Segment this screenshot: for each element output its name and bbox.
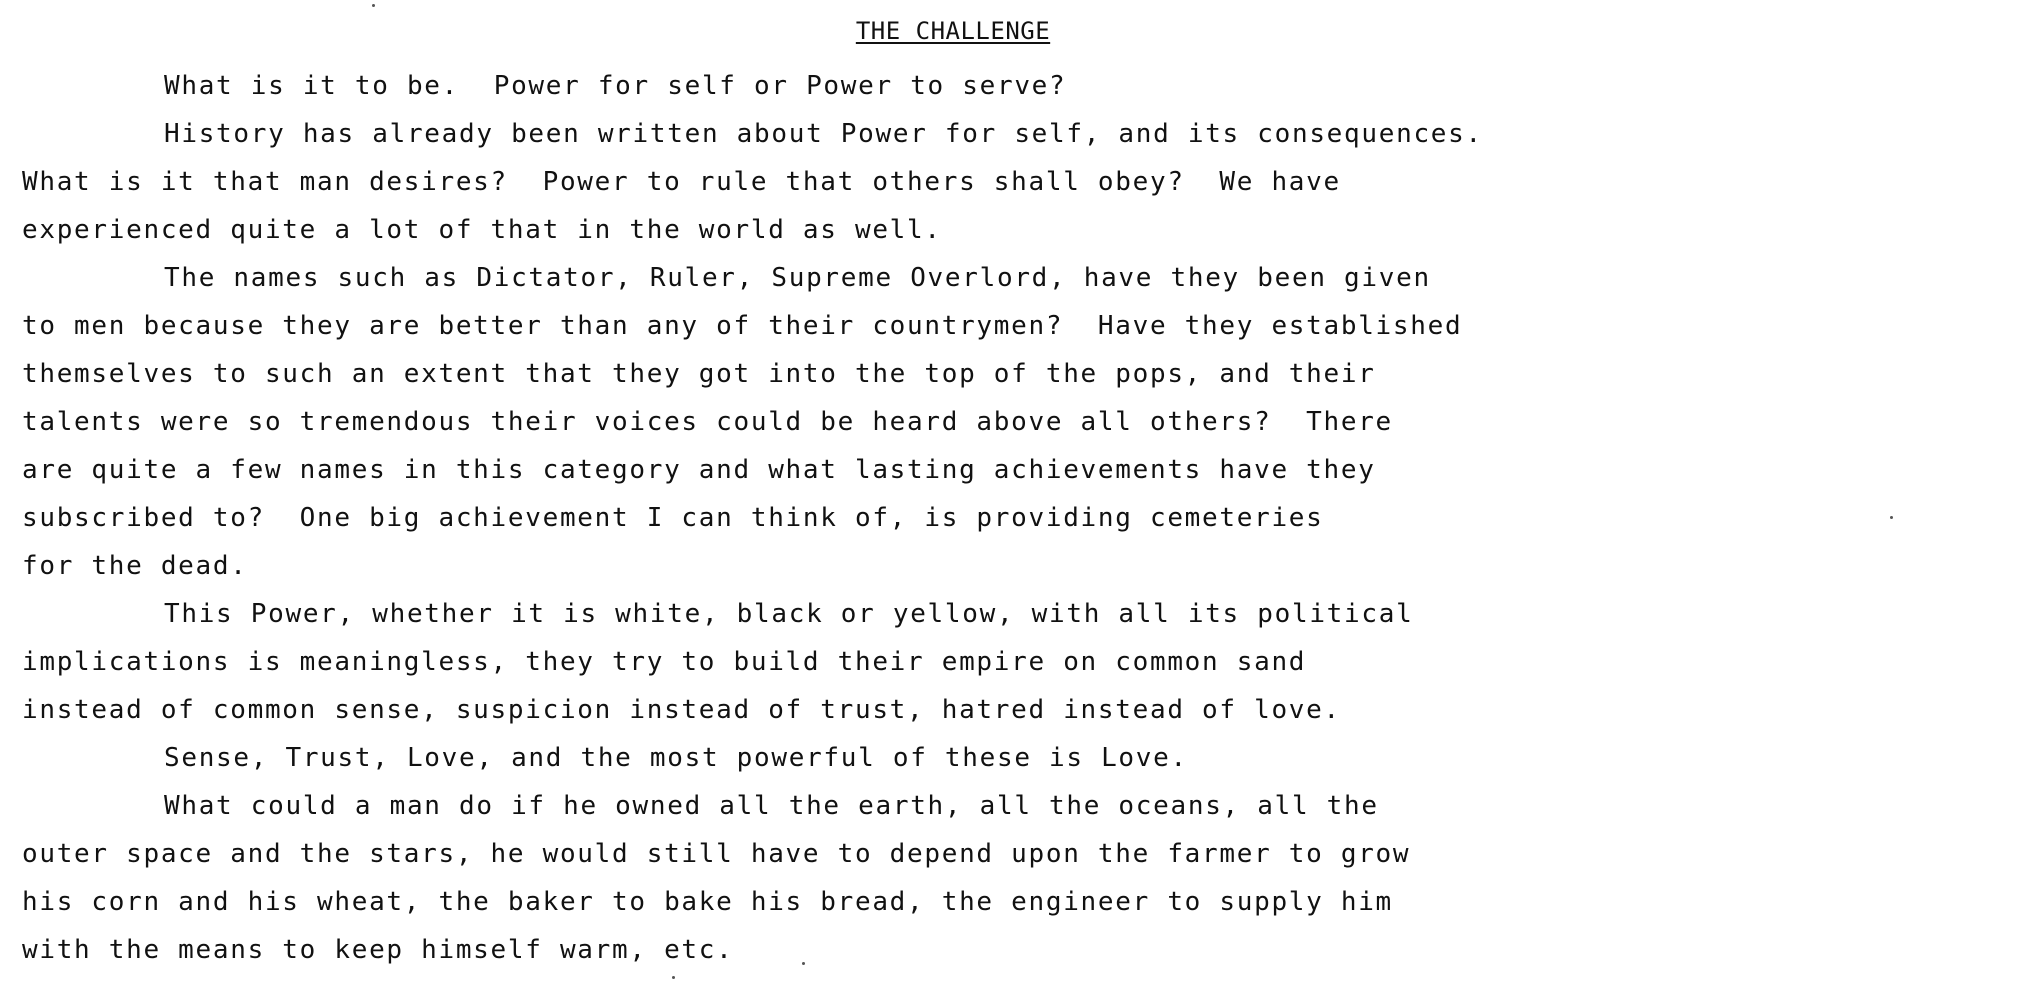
text-line: to men because they are better than any of their countrymen? Have they established [22,311,1463,341]
text-line: talents were so tremendous their voices could be heard above all others? There [22,407,1393,437]
paper-speck [672,976,675,979]
text-line: Sense, Trust, Love, and the most powerful of these is Love. [164,743,1188,773]
text-line: are quite a few names in this category and what lasting achievements have they [22,455,1376,485]
text-line: What is it that man desires? Power to rule that others shall obey? We have [22,167,1341,197]
text-line: outer space and the stars, he would still have to depend upon the farmer to grow [22,839,1411,869]
paper-speck [1890,516,1893,519]
text-line: with the means to keep himself warm, etc. [22,935,734,965]
text-line: his corn and his wheat, the baker to bake his bread, the engineer to supply him [22,887,1393,917]
text-line: for the dead. [22,551,248,581]
text-line: themselves to such an extent that they got into the top of the pops, and their [22,359,1376,389]
text-line: subscribed to? One big achievement I can think of, is providing cemeteries [22,503,1324,533]
paper-speck [372,4,375,7]
text-line: What is it to be. Power for self or Power to serve? [164,71,1067,101]
text-line: The names such as Dictator, Ruler, Supreme Overlord, have they been given [164,263,1431,293]
text-line: What could a man do if he owned all the earth, all the oceans, all the [164,791,1379,821]
page-title: THE CHALLENGE [855,17,1051,45]
text-line: instead of common sense, suspicion instead of trust, hatred instead of love. [22,695,1341,725]
document-body [22,62,2012,974]
text-line: History has already been written about Power for self, and its consequences. [164,119,1483,149]
text-line: experienced quite a lot of that in the world as well. [22,215,942,245]
text-line: implications is meaningless, they try to build their empire on common sand [22,647,1307,677]
paper-speck [802,962,805,965]
text-line: This Power, whether it is white, black or yellow, with all its political [164,599,1414,629]
